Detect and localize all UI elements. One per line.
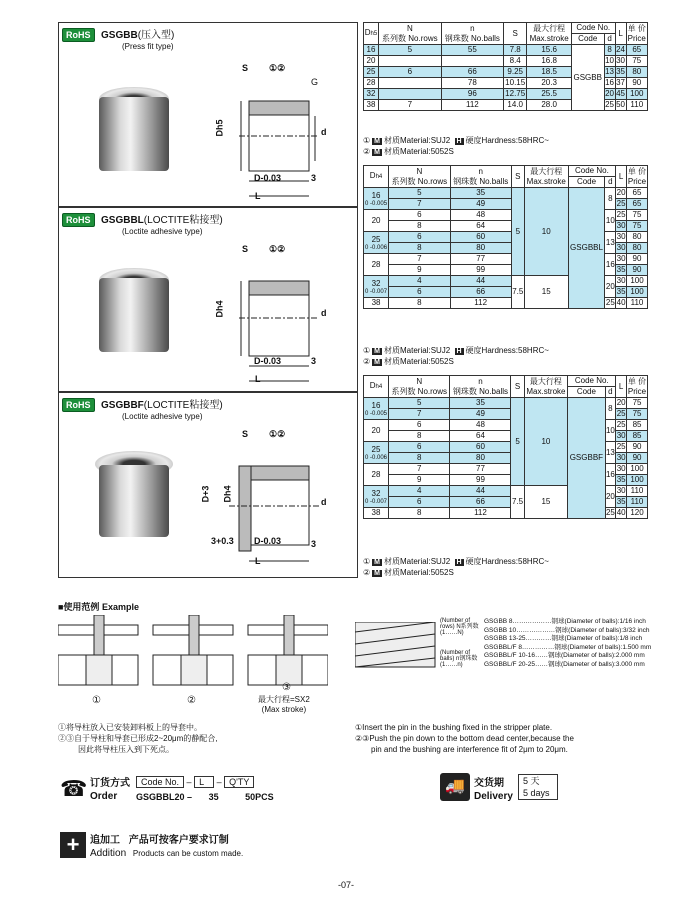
dim-flange-thk: 3+0.3 <box>211 536 234 546</box>
table-row: 38 7 112 14.0 28.0 25 50 110 <box>364 100 648 111</box>
dim-callout: ①② <box>269 63 286 73</box>
table-row: 25 0 -0.006 6 60 13 25 90 <box>364 442 648 453</box>
order-format: Code No. – L – Q'TY <box>136 776 254 788</box>
col-price: 单 价 Price <box>627 376 647 396</box>
rohs-badge: RoHS <box>62 28 95 42</box>
col-s: S <box>511 376 524 398</box>
table-row: 38 8 112 25 40 120 <box>364 508 648 519</box>
bushing-drawing <box>209 246 357 391</box>
rows-label: (Number of rows) N系列数 (1……N) <box>440 618 479 636</box>
table-row: 20 6 48 10 25 75 <box>364 210 648 221</box>
dim-three: 3 <box>311 539 317 549</box>
col-n: N 系列数 No.rows <box>389 166 451 188</box>
table-row: 8 64 30 75 <box>364 221 648 232</box>
plus-icon: + <box>60 832 86 858</box>
bushing-image <box>99 97 169 171</box>
dim-d-inner: d <box>321 497 327 507</box>
product-type: (LOCTITE粘接型) <box>143 400 223 411</box>
col-balls: n 钢珠数 No.balls <box>450 166 511 188</box>
product-type: (压入型) <box>137 30 175 41</box>
page-number: -07- <box>338 880 355 890</box>
dim-callout: ①② <box>269 244 286 254</box>
product-subtitle: (Loctite adhesive type) <box>122 412 203 421</box>
ball-layout-diagram <box>355 622 440 672</box>
table-row: 8 64 30 85 <box>364 431 648 442</box>
col-s: S <box>511 166 524 188</box>
col-balls: n 钢珠数 No.balls <box>441 23 503 45</box>
table-row: 38 8 112 25 40 110 <box>364 298 648 309</box>
col-stroke: 最大行程 Max.stroke <box>524 376 568 398</box>
dim-three: 3 <box>311 173 317 183</box>
bushing-image <box>99 278 169 352</box>
col-d: Dh4 <box>364 376 389 398</box>
dim-g: G <box>311 77 319 87</box>
dim-s: S <box>242 63 249 73</box>
order-qty-box: Q'TY <box>224 776 254 788</box>
instructions-cn: ①将导柱放入已安装卸料板上的导套中。 ②③自于导柱和导套已形成2~20μm的静配合, 因此将导柱压入到下死点。 <box>58 723 218 754</box>
table-row: 8 80 30 90 <box>364 453 648 464</box>
col-n: N 系列数 No.rows <box>389 376 450 398</box>
rohs-badge: RoHS <box>62 398 95 412</box>
col-code-no: Code No. <box>568 166 616 177</box>
table-row: 20 8.4 16.8 10 30 75 <box>364 56 648 67</box>
material-note: ① M 材质Material:SUJ2 H 硬度Hardness:58HRC~ ② M 材质Material:5052S <box>363 346 549 366</box>
product-code: GSGBBL <box>101 215 144 226</box>
table-row: 28 7 77 16 30 100 <box>364 464 648 475</box>
spec-table-gsgbbl <box>363 165 648 309</box>
rohs-badge: RoHS <box>62 213 95 227</box>
table-row: 16 0 -0.005 5 35 5 10 GSGBBF 8 20 75 <box>364 398 648 409</box>
truck-icon: 🚚 <box>440 773 470 801</box>
table-row: 6 66 35 100 <box>364 287 648 298</box>
col-code-no: Code No. <box>568 376 616 387</box>
table-row: 25 0 -0.006 6 60 13 30 80 <box>364 232 648 243</box>
bushing-drawing <box>209 61 357 206</box>
balls-label: (Number of balls) n钢珠数 (1……n) <box>440 650 478 668</box>
dim-d-outer: Dh4 <box>214 300 225 318</box>
col-dsmall: d <box>605 177 616 188</box>
example-label-2: ② <box>187 695 196 706</box>
max-stroke-label: 最大行程=SX2 (Max stroke) <box>258 695 310 714</box>
dim-d-flange: D+3 <box>200 485 211 503</box>
phone-icon: ☎ <box>60 776 88 801</box>
col-stroke: 最大行程 Max.stroke <box>524 166 568 188</box>
table-row: 6 66 35 110 <box>364 497 648 508</box>
instructions-en: ①Insert the pin in the bushing fixed in the stripper plate. ②③Push the pin down to the bottom dead center,because the pin and the bushing are interference fit of 2μm to 20μm. <box>355 723 574 754</box>
product-panel-gsgbb <box>58 22 358 207</box>
col-dsmall: d <box>604 34 615 45</box>
dim-chamfer: D-0.03 <box>254 173 282 183</box>
col-code-no: Code No. <box>571 23 615 34</box>
col-dsmall: d <box>605 387 616 398</box>
dim-chamfer: D-0.03 <box>254 356 282 366</box>
col-l: L <box>615 23 626 45</box>
table-row: 7 49 25 75 <box>364 409 648 420</box>
col-code: Code <box>568 387 605 398</box>
col-code: Code <box>568 177 605 188</box>
col-price: 单 价 Price <box>627 23 646 43</box>
col-d: Dh5 <box>364 23 379 45</box>
dim-d-outer: Dh4 <box>222 485 233 503</box>
col-code: Code <box>571 34 604 45</box>
dim-d-inner: d <box>321 308 327 318</box>
table-row: 7 49 25 65 <box>364 199 648 210</box>
dim-l: L <box>255 374 261 384</box>
col-n: N 系列数 No.rows <box>378 23 441 45</box>
table-row: 16 5 55 7.8 15.6 GSGBB 8 24 65 <box>364 45 648 56</box>
col-balls: n 钢珠数 No.balls <box>450 376 511 398</box>
col-d: Dh4 <box>364 166 389 188</box>
example-label-3: ③ <box>282 682 291 693</box>
table-row: 9 99 35 90 <box>364 265 648 276</box>
table-row: 28 78 10.15 20.3 16 37 90 <box>364 78 648 89</box>
dim-chamfer: D-0.03 <box>254 536 282 546</box>
dim-s: S <box>242 244 249 254</box>
order-l-box: L <box>194 776 214 788</box>
order-example: GSGBBL20 – 35 50PCS <box>136 792 274 802</box>
product-subtitle: (Loctite adhesive type) <box>122 227 203 236</box>
material-note: ① M 材质Material:SUJ2 H 硬度Hardness:58HRC~ ② M 材质Material:5052S <box>363 136 549 156</box>
dim-d-inner: d <box>321 127 327 137</box>
dim-three: 3 <box>311 356 317 366</box>
dim-callout: ①② <box>269 429 286 439</box>
bushing-image <box>99 465 169 537</box>
ball-diameter-list: GSGBB 8………………钢球(Diameter of balls):1/16 inch GSGBB 10………………钢球(Diameter of balls):3/32 inch GSGBB 13-25…………钢球(Diameter of balls):1/8 inch GSGBBL/F 8……………钢球(Diameter of balls):1.500 mm GSGBBL/F 10-16……钢球(Diameter of balls):2.000 mm GSGBBL/F 20-25……钢球(Diameter of balls):3.000 mm <box>484 618 652 668</box>
product-type: (LOCTITE粘接型) <box>143 215 223 226</box>
dim-l: L <box>255 556 261 566</box>
dim-l: L <box>255 191 261 201</box>
table-row: 8 80 30 80 <box>364 243 648 254</box>
dim-s: S <box>242 429 249 439</box>
example-label-1: ① <box>92 695 101 706</box>
spec-table-gsgbb <box>363 22 648 111</box>
table-row: 32 96 12.75 25.5 20 45 100 <box>364 89 648 100</box>
product-subtitle: (Press fit type) <box>122 42 174 51</box>
spec-table-gsgbbf <box>363 375 648 519</box>
delivery-label: 交货期 Delivery <box>474 778 513 802</box>
order-label: 订货方式 Order <box>90 778 130 802</box>
dim-d-outer: Dh5 <box>214 119 225 137</box>
product-code: GSGBB <box>101 30 138 41</box>
col-l: L <box>616 376 627 398</box>
table-row: 16 0 -0.005 5 35 5 10 GSGBBL 8 20 65 <box>364 188 648 199</box>
col-price: 单 价 Price <box>627 166 647 186</box>
table-row: 20 6 48 10 25 85 <box>364 420 648 431</box>
product-panel-gsgbbl <box>58 207 358 392</box>
addition-label: 追加工 产品可按客户要求订制 Addition Products can be custom made. <box>90 835 244 859</box>
example-title: ■使用范例 Example <box>58 602 139 612</box>
col-stroke: 最大行程 Max.stroke <box>527 23 572 45</box>
col-l: L <box>616 166 627 188</box>
table-row: 32 0 -0.007 4 44 7.5 15 20 30 110 <box>364 486 648 497</box>
order-code-box: Code No. <box>136 776 184 788</box>
table-row: 28 7 77 16 30 90 <box>364 254 648 265</box>
product-code: GSGBBF <box>101 400 144 411</box>
delivery-days: 5 天 5 days <box>518 774 558 800</box>
col-s: S <box>504 23 527 45</box>
table-row: 32 0 -0.007 4 44 7.5 15 20 30 100 <box>364 276 648 287</box>
product-panel-gsgbbf <box>58 392 358 578</box>
bushing-drawing <box>209 431 357 576</box>
material-note: ① M 材质Material:SUJ2 H 硬度Hardness:58HRC~ ② M 材质Material:5052S <box>363 557 549 577</box>
table-row: 25 6 66 9.25 18.5 13 35 80 <box>364 67 648 78</box>
table-row: 9 99 35 100 <box>364 475 648 486</box>
